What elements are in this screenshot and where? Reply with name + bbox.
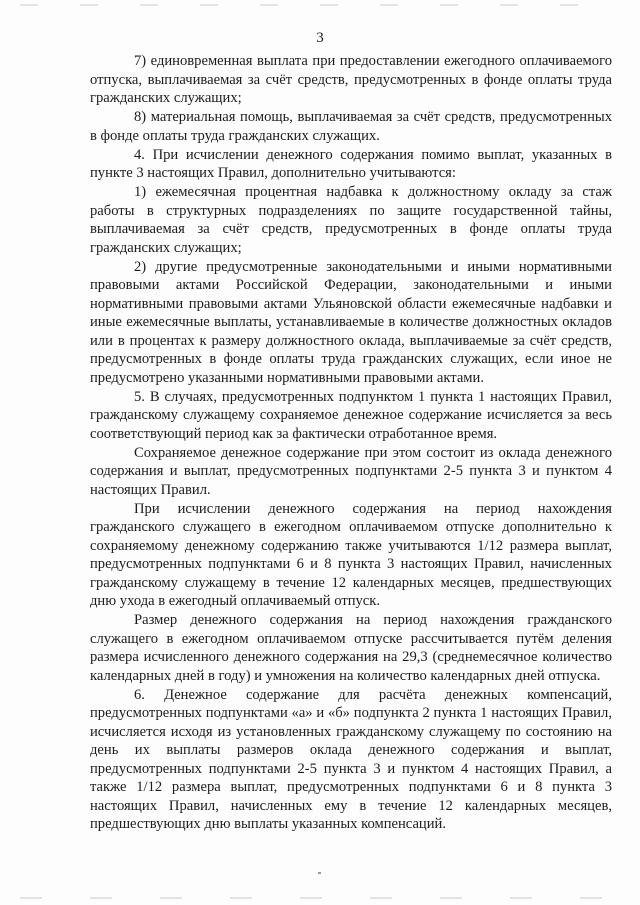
scan-edge-top [20, 4, 620, 6]
scan-edge-bottom [20, 897, 620, 899]
paragraph-4-1-secrecy-allowance: 1) ежемесячная процентная надбавка к должностному окладу за стаж работы в структурных подразделениях по защите государственной тайны, выплачиваемая за счёт средств, предусмотренных в фонде оплаты труда гражданских служащих; [90, 184, 612, 256]
scan-mark [318, 872, 321, 874]
paragraph-4-additional-accounting: 4. При исчислении денежного содержания помимо выплат, указанных в пункте 3 настоящих Правил, дополнительно учитываются: [90, 146, 612, 181]
paragraph-5-retained-salary: 5. В случаях, предусмотренных подпунктом 1 пункта 1 настоящих Правил, гражданскому служащему сохраняемое денежное содержание исчисляется за весь соответствующий период как за фактически отработанное время. [90, 388, 612, 442]
paragraph-7-one-time-payment: 7) единовременная выплата при предоставлении ежегодного оплачиваемого отпуска, выплачиваемая за счёт средств, предусмотренных в фонде оплаты труда гражданских служащих; [90, 53, 612, 106]
paragraph-4-2-other-payments: 2) другие предусмотренные законодательными и иными нормативными правовыми актами Российской Федерации, законодательными и иными нормативными правовыми актами Ульяновской области ежемесячные надбавки и иные ежемесячные выплаты, устанавливаемые в количестве должностных окладов или в процентах к размеру должностного оклада, выплачиваемые за счёт средств, предусмотренных в фонде оплаты труда гражданских служащих, если иное не предусмотрено указанными нормативными правовыми актами. [90, 258, 612, 386]
document-body [90, 52, 612, 834]
paragraph-8-material-aid: 8) материальная помощь, выплачиваемая за счёт средств, предусмотренных в фонде оплаты труда гражданских служащих. [90, 109, 612, 144]
page-number: 3 [316, 30, 324, 46]
paragraph-retained-salary-composition: Сохраняемое денежное содержание при этом состоит из оклада денежного содержания и выплат, предусмотренных подпунктами 2-5 пункта 3 и пунктом 4 настоящих Правил. [90, 444, 612, 498]
paragraph-6-compensation: 6. Денежное содержание для расчёта денежных компенсаций, предусмотренных подпунктами «а» и «б» подпункта 2 пункта 1 настоящих Правил, исчисляется исходя из установленных гражданскому служащему по состоянию на день их выплаты размеров оклада денежного содержания и выплат, предусмотренных подпунктами 2-5 пункта 3 и пунктом 4 настоящих Правил, а также 1/12 размера выплат, предусмотренных подпунктами 6 и 8 пункта 3 настоящих Правил, начисленных ему в течение 12 календарных месяцев, предшествующих дню выплаты указанных компенсаций. [90, 686, 612, 832]
paragraph-vacation-calculation: При исчислении денежного содержания на период нахождения гражданского служащего в ежегодном оплачиваемом отпуске дополнительно к сохраняемому денежному содержанию также учитываются 1/12 размера выплат, предусмотренных подпунктами 6 и 8 пункта 3 настоящих Правил, начисленных гражданскому служащему в течение 12 календарных месяцев, предшествующих дню ухода в ежегодный оплачиваемый отпуск. [90, 500, 612, 609]
paragraph-vacation-amount: Размер денежного содержания на период нахождения гражданского служащего в ежегодном оплачиваемом отпуске рассчитывается путём деления размера исчисленного денежного содержания на 29,3 (среднемесячное количество календарных дней в году) и умножения на количество календарных дней отпуска. [90, 612, 612, 684]
